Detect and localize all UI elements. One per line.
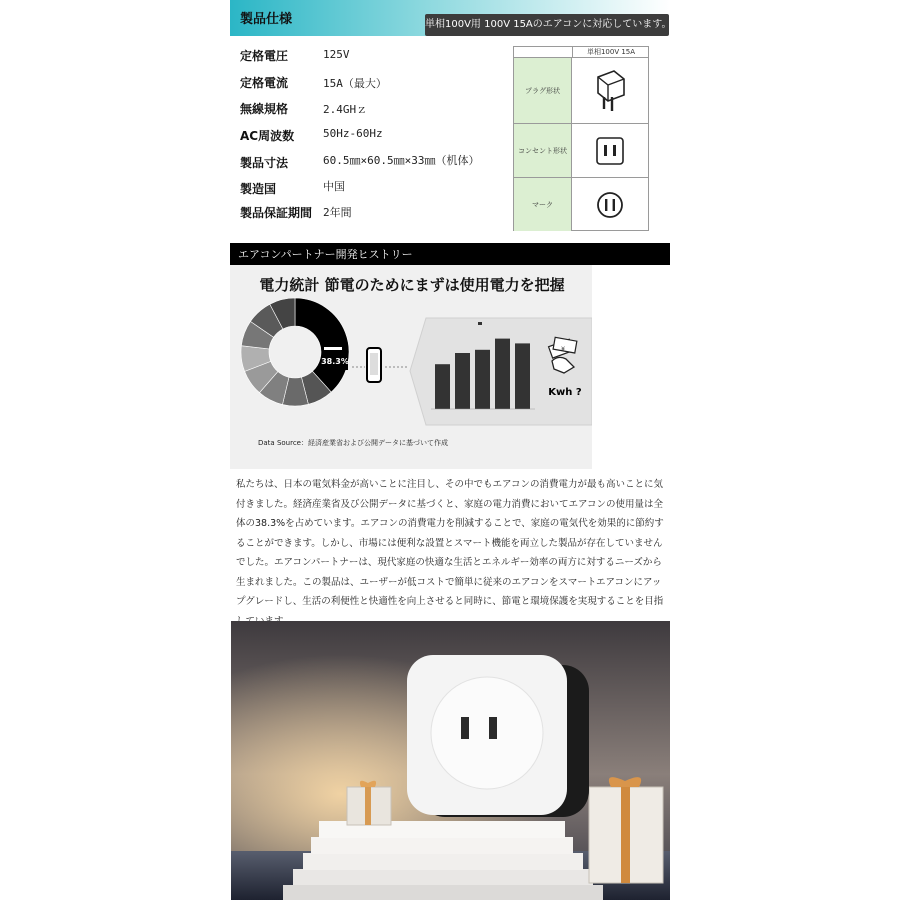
spec-value-current: 15A（最大） bbox=[323, 77, 387, 90]
smart-plug-device bbox=[407, 655, 589, 817]
mark-icon bbox=[572, 178, 648, 231]
spec-value-frequency: 50Hz-60Hz bbox=[323, 127, 383, 140]
bar bbox=[475, 350, 490, 409]
spec-title: 製品仕様 bbox=[240, 12, 293, 27]
plug-shape-label: プラグ形状 bbox=[514, 58, 572, 124]
plug-table-row-mark bbox=[514, 177, 648, 231]
smart-plug-photo bbox=[231, 621, 670, 900]
bar bbox=[495, 339, 510, 409]
spec-value-warranty: 2年間 bbox=[323, 206, 352, 219]
donut-percent-label: 38.3% bbox=[321, 357, 349, 366]
bar-legend-swatch bbox=[478, 322, 482, 325]
donut-legend-mark bbox=[324, 347, 342, 350]
data-source-note: Data Source：経済産業省および公開データに基づいて作成 bbox=[258, 439, 448, 447]
gift-box-left bbox=[347, 781, 391, 825]
spec-label-frequency: AC周波数 bbox=[240, 129, 295, 143]
spec-label-origin: 製造国 bbox=[240, 182, 277, 196]
bar bbox=[515, 343, 530, 409]
bar bbox=[435, 364, 450, 409]
spec-value-voltage: 125V bbox=[323, 48, 350, 61]
spec-label-warranty: 製品保証期間 bbox=[240, 206, 313, 220]
kwh-label: Kwh ? bbox=[548, 387, 582, 398]
plug-icon bbox=[572, 58, 648, 124]
spec-value-wireless: 2.4GHｚ bbox=[323, 103, 368, 116]
spec-label-dimensions: 製品寸法 bbox=[240, 156, 289, 170]
history-description: 私たちは、日本の電気料金が高いことに注目し、その中でもエアコンの消費電力が最も高いことに気付きました。経済産業省及び公開データに基づくと、家庭の電力消費においてエアコンの使用量は全体の38.3%を占めています。エアコンの消費電力を削減することで、家庭の電気代を効果的に節約することができます。しかし、市場には便利な設置とスマート機能を両立した製品が存在していませんでした。エアコンパートナーは、現代家庭の快適な生活とエネルギー効率の両方に対するニーズから生まれました。この製品は、ユーザーが低コストで簡単に従来のエアコンをスマートエアコンにアップグレードし、生活の利便性と快適性を向上させると同時に、節電と環境保護を実現することを目指 bbox=[236, 479, 664, 607]
mark-label: マーク bbox=[514, 178, 572, 231]
plug-table-row-outlet bbox=[514, 123, 648, 178]
power-stats-heading: 電力統計 節電のためにまずは使用電力を把握 bbox=[259, 276, 565, 294]
plug-table-row-plug bbox=[514, 57, 648, 124]
gift-box-right bbox=[589, 777, 663, 883]
bar bbox=[455, 353, 470, 409]
stairs bbox=[283, 821, 603, 900]
plug-table-header: 単相100V 15A bbox=[572, 47, 649, 58]
phone-icon bbox=[367, 348, 381, 382]
spec-value-dimensions: 60.5㎜×60.5㎜×33㎜（机体） bbox=[323, 154, 480, 167]
spec-label-current: 定格電流 bbox=[240, 76, 289, 90]
svg-text:¥: ¥ bbox=[561, 346, 565, 353]
history-title: エアコンパートナー開発ヒストリー bbox=[238, 248, 413, 261]
outlet-shape-label: コンセント形状 bbox=[514, 124, 572, 178]
spec-compat-note: 単相100V用 100V 15Aのエアコンに対応しています。 bbox=[425, 14, 669, 36]
spec-label-wireless: 無線規格 bbox=[240, 102, 289, 116]
plug-spec-table bbox=[513, 46, 649, 231]
outlet-icon bbox=[572, 124, 648, 178]
spec-label-voltage: 定格電圧 bbox=[240, 49, 289, 63]
power-stats-graphic bbox=[230, 295, 592, 435]
spec-value-origin: 中国 bbox=[323, 180, 345, 193]
